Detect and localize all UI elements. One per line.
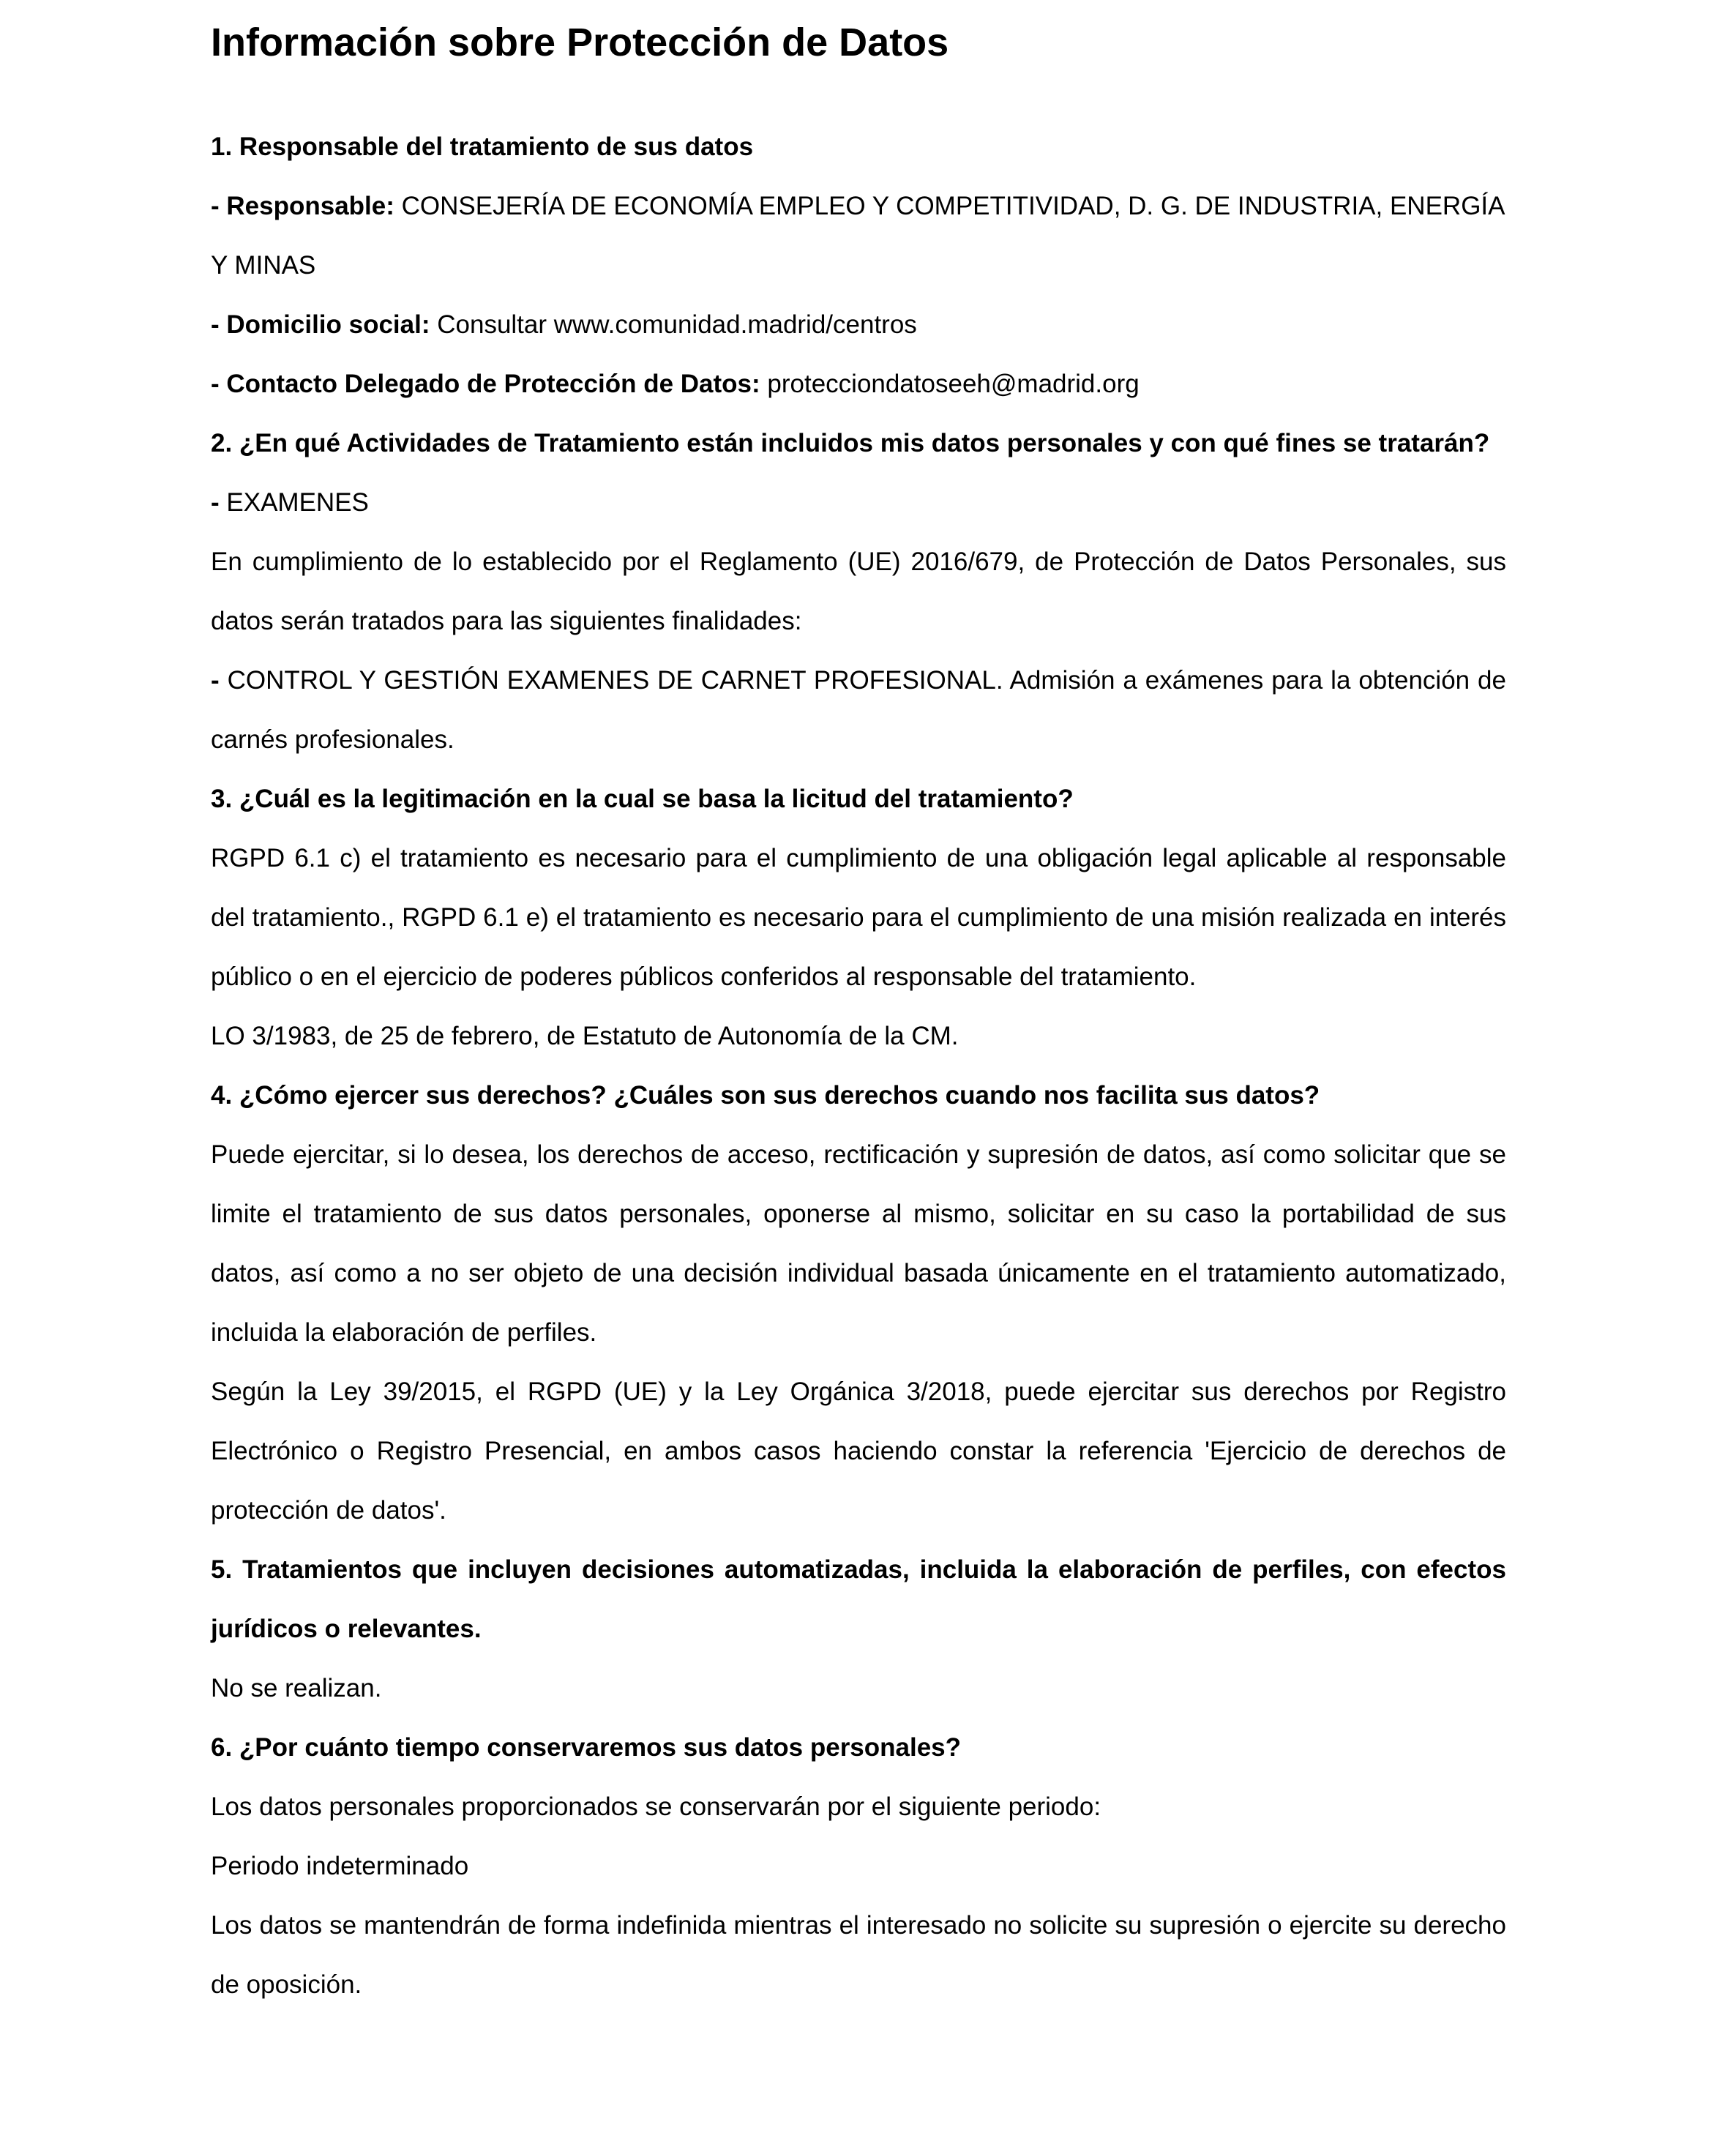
activity-dash: - bbox=[211, 488, 220, 517]
activity-name: EXAMENES bbox=[226, 488, 369, 517]
responsable-value: CONSEJERÍA DE ECONOMÍA EMPLEO Y COMPETITIVIDAD, D. G. DE INDUSTRIA, ENERGÍA Y MINAS bbox=[211, 192, 1504, 280]
activity-line bbox=[211, 473, 1506, 532]
domicilio-label: - Domicilio social: bbox=[211, 310, 430, 339]
contacto-label: - Contacto Delegado de Protección de Datos: bbox=[211, 370, 760, 398]
purpose-line bbox=[211, 651, 1506, 769]
document-body bbox=[211, 117, 1506, 2014]
section-4-paragraph-2: Según la Ley 39/2015, el RGPD (UE) y la Ley Orgánica 3/2018, puede ejercitar sus derechos por Registro Electrónico o Registro Presencial, en ambos casos haciendo constar la referencia 'Ejercicio de derechos de protección de datos'. bbox=[211, 1377, 1506, 1525]
purpose-text: CONTROL Y GESTIÓN EXAMENES DE CARNET PROFESIONAL. Admisión a exámenes para la obtención de carnés profesionales. bbox=[211, 666, 1506, 754]
section-2-heading: 2. ¿En qué Actividades de Tratamiento están incluidos mis datos personales y con qué fines se tratarán? bbox=[211, 429, 1490, 457]
section-6-heading: 6. ¿Por cuánto tiempo conservaremos sus datos personales? bbox=[211, 1733, 962, 1762]
contacto-value: protecciondatoseeh@madrid.org bbox=[767, 370, 1140, 398]
section-2-intro: En cumplimiento de lo establecido por el Reglamento (UE) 2016/679, de Protección de Datos Personales, sus datos serán tratados para las siguientes finalidades: bbox=[211, 547, 1506, 635]
section-6-paragraph-3: Los datos se mantendrán de forma indefinida mientras el interesado no solicite su supresión o ejercite su derecho de oposición. bbox=[211, 1911, 1506, 1999]
section-4-heading: 4. ¿Cómo ejercer sus derechos? ¿Cuáles son sus derechos cuando nos facilita sus datos? bbox=[211, 1081, 1320, 1110]
section-1-heading: 1. Responsable del tratamiento de sus datos bbox=[211, 132, 754, 161]
responsable-label: - Responsable: bbox=[211, 192, 394, 220]
section-5-paragraph-1: No se realizan. bbox=[211, 1674, 382, 1702]
section-5-heading: 5. Tratamientos que incluyen decisiones automatizadas, incluida la elaboración de perfiles, con efectos jurídicos o relevantes. bbox=[211, 1555, 1506, 1643]
section-6-paragraph-2: Periodo indeterminado bbox=[211, 1852, 469, 1880]
section-3-heading: 3. ¿Cuál es la legitimación en la cual se basa la licitud del tratamiento? bbox=[211, 785, 1074, 813]
responsable-line bbox=[211, 176, 1506, 295]
page-title: Información sobre Protección de Datos bbox=[211, 20, 949, 64]
contacto-line bbox=[211, 354, 1506, 414]
section-4-paragraph-1: Puede ejercitar, si lo desea, los derechos de acceso, rectificación y supresión de datos, así como solicitar que se limite el tratamiento de sus datos personales, oponerse al mismo, solicitar en su caso la portabilidad de sus datos, así como a no ser objeto de una decisión individual basada únicamente en el tratamiento automatizado, incluida la elaboración de perfiles. bbox=[211, 1140, 1506, 1347]
section-3-paragraph-2: LO 3/1983, de 25 de febrero, de Estatuto de Autonomía de la CM. bbox=[211, 1022, 959, 1050]
section-6-paragraph-1: Los datos personales proporcionados se conservarán por el siguiente periodo: bbox=[211, 1792, 1101, 1821]
section-3-paragraph-1: RGPD 6.1 c) el tratamiento es necesario para el cumplimiento de una obligación legal aplicable al responsable del tratamiento., RGPD 6.1 e) el tratamiento es necesario para el cumplimiento de una misión realizada en interés público o en el ejercicio de poderes públicos conferidos al responsable del tratamiento. bbox=[211, 844, 1506, 991]
domicilio-value: Consultar www.comunidad.madrid/centros bbox=[437, 310, 917, 339]
domicilio-line bbox=[211, 295, 1506, 354]
purpose-dash: - bbox=[211, 666, 220, 695]
